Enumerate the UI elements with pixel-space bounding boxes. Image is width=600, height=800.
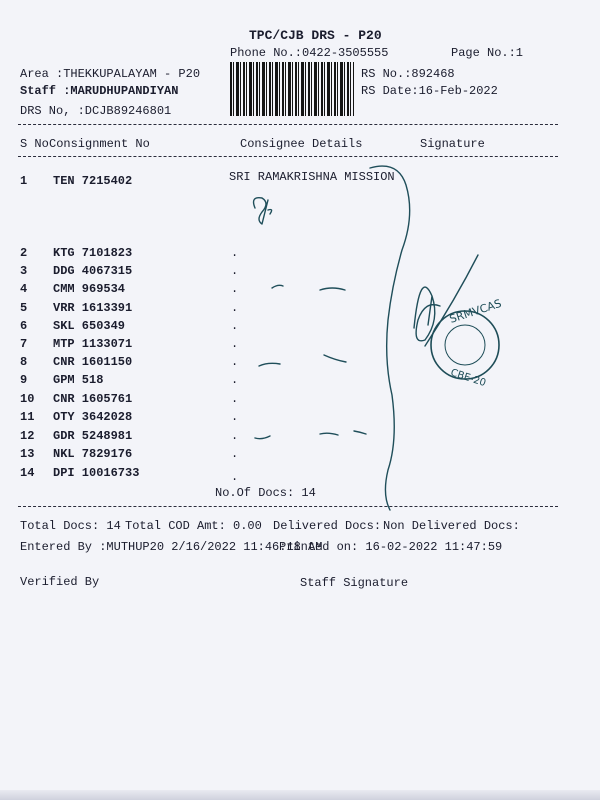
verified-by-label: Verified By [20, 575, 100, 589]
dash-mark-icon [320, 433, 338, 435]
row-consignment: DDG 4067315 [53, 264, 133, 278]
row-sno: 3 [20, 264, 28, 278]
document-title: TPC/CJB DRS - P20 [249, 28, 382, 43]
no-of-docs: No.Of Docs: 14 [215, 486, 316, 500]
row-consignee: . [231, 447, 239, 461]
col-header-signature: Signature [420, 137, 485, 151]
staff-signature-label: Staff Signature [300, 576, 409, 590]
delivered-docs: Delivered Docs: [273, 519, 382, 533]
total-cod-amount: Total COD Amt: 0.00 [125, 519, 262, 533]
row-consignee: . [231, 355, 239, 369]
row-consignee: . [231, 282, 239, 296]
phone-number: Phone No.:0422-3505555 [230, 46, 389, 60]
row-consignee: . [231, 264, 239, 278]
row-consignee: . [231, 410, 239, 424]
non-delivered-docs: Non Delivered Docs: [383, 519, 520, 533]
row-consignment: NKL 7829176 [53, 447, 133, 461]
long-signature-stroke-icon [370, 166, 410, 510]
row-consignee: . [231, 246, 239, 260]
page-number: Page No.:1 [451, 46, 524, 60]
row-consignment: TEN 7215402 [53, 174, 133, 188]
col-header-sno: S No [20, 137, 49, 151]
rs-number: RS No.:892468 [361, 67, 455, 81]
row-sno: 12 [20, 429, 35, 443]
stamp-text-bottom: CBE-20 [449, 367, 488, 390]
dash-mark-icon [324, 355, 346, 362]
row-consignment: GPM 518 [53, 373, 104, 387]
col-header-consignment: Consignment No [49, 137, 150, 151]
row-consignment: CNR 1605761 [53, 392, 133, 406]
row-sno: 13 [20, 447, 35, 461]
dash-mark-icon [255, 436, 270, 439]
row-consignment: CNR 1601150 [53, 355, 133, 369]
row-consignment: DPI 10016733 [53, 466, 140, 480]
row-sno: 4 [20, 282, 28, 296]
row-consignment: CMM 969534 [53, 282, 126, 296]
stamp-text-top: SRMVCAS [447, 296, 504, 326]
row-sno: 8 [20, 355, 28, 369]
total-docs: Total Docs: 14 [20, 519, 121, 533]
row-sno: 7 [20, 337, 28, 351]
row-sno: 10 [20, 392, 35, 406]
row-consignee: . [231, 337, 239, 351]
row-sno: 6 [20, 319, 28, 333]
row-consignment: VRR 1613391 [53, 301, 133, 315]
row-consignment: KTG 7101823 [53, 246, 133, 260]
staff-label: Staff :MARUDHUPANDIYAN [20, 84, 179, 98]
row-consignment: MTP 1133071 [53, 337, 133, 351]
row-consignment: OTY 3642028 [53, 410, 133, 424]
rs-date: RS Date:16-Feb-2022 [361, 84, 498, 98]
row-consignee: . [231, 319, 239, 333]
col-header-consignee: Consignee Details [240, 137, 363, 151]
row-consignee: . [231, 373, 239, 387]
row-consignee: SRI RAMAKRISHNA MISSION [229, 170, 395, 184]
page-edge [0, 790, 600, 800]
row-consignee: . [231, 392, 239, 406]
dash-mark-icon [259, 363, 280, 366]
dash-mark-icon [272, 285, 283, 288]
row-sno: 14 [20, 466, 35, 480]
row-consignee: . [231, 429, 239, 443]
row-sno: 11 [20, 410, 35, 424]
area-label: Area :THEKKUPALAYAM - P20 [20, 67, 201, 81]
row-consignee: . [231, 470, 239, 484]
initials-scribble-icon [254, 198, 272, 224]
row-sno: 1 [20, 174, 28, 188]
dash-mark-icon [354, 431, 366, 434]
row-sno: 2 [20, 246, 28, 260]
signature-loop-icon [414, 287, 440, 341]
row-consignment: SKL 650349 [53, 319, 126, 333]
row-consignment: GDR 5248981 [53, 429, 133, 443]
row-sno: 9 [20, 373, 28, 387]
printed-on: Printed on: 16-02-2022 11:47:59 [279, 540, 503, 554]
drs-number: DRS No, :DCJB89246801 [20, 104, 172, 118]
row-consignee: . [231, 301, 239, 315]
row-sno: 5 [20, 301, 28, 315]
dash-mark-icon [320, 288, 345, 290]
entered-by: Entered By :MUTHUP20 2/16/2022 11:46:18 AM [20, 540, 323, 554]
